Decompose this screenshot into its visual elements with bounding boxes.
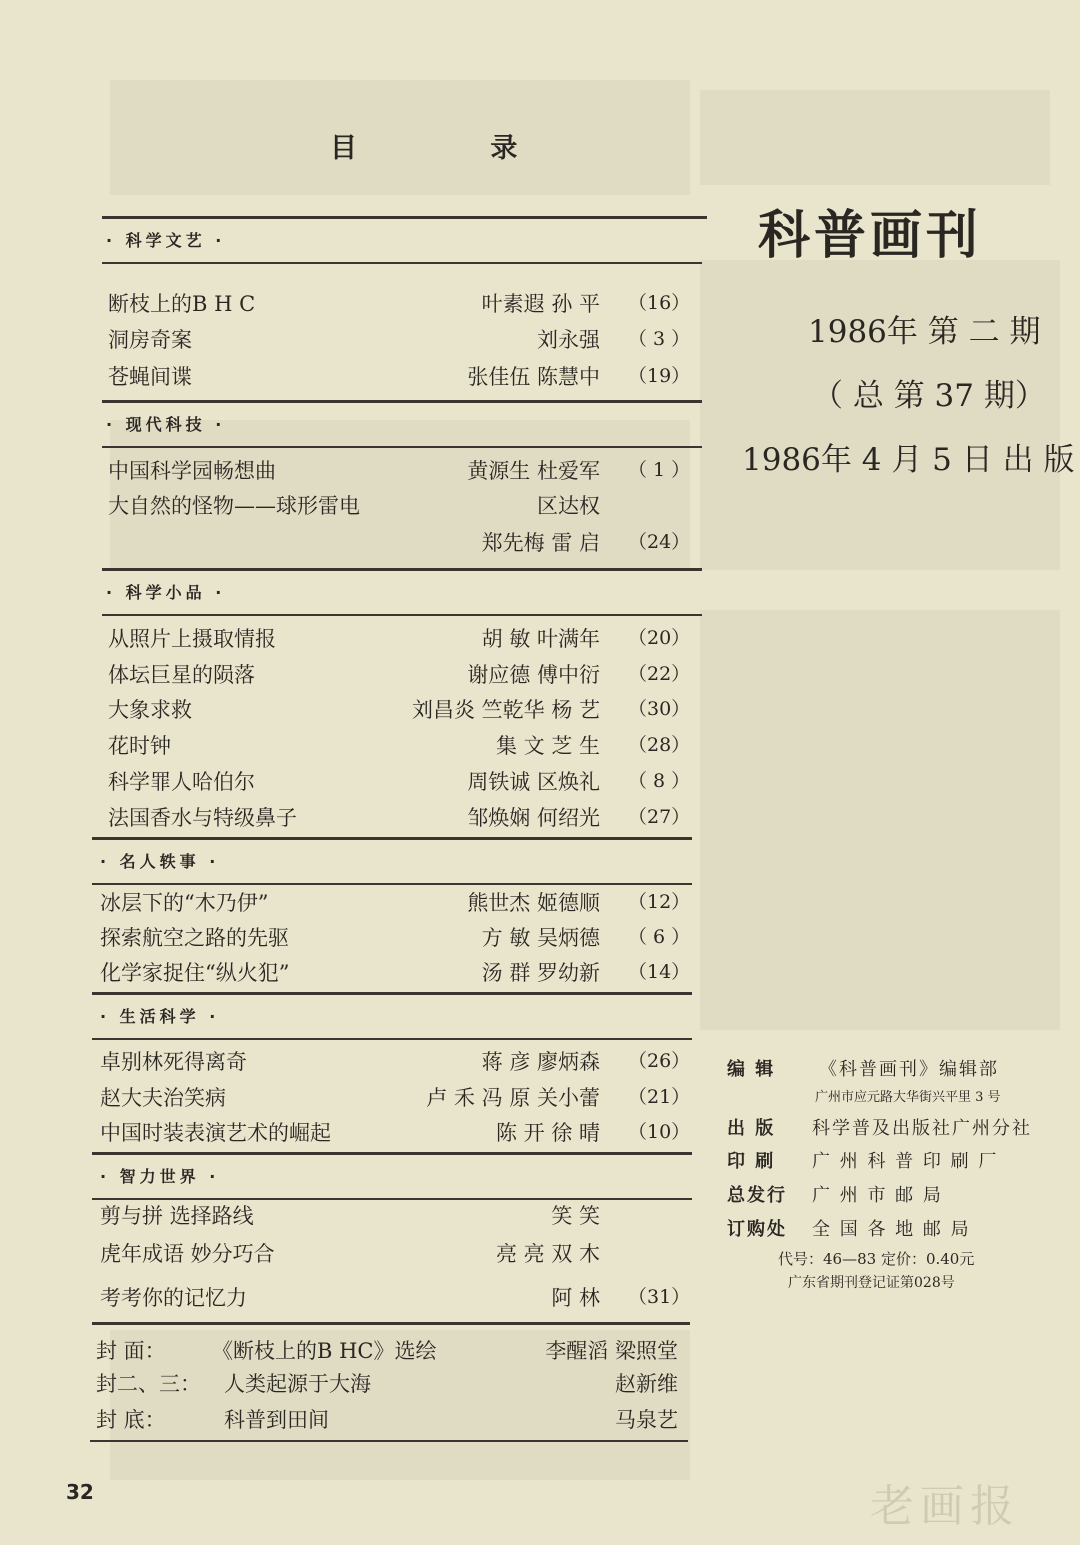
toc-entry <box>0 1117 700 1147</box>
colophon-value: 科学普及出版社广州分社 <box>812 1118 1032 1139</box>
toc-title: 目 录 <box>330 133 580 164</box>
entry-authors: 亮 亮 双 木 <box>495 1242 600 1266</box>
entry-authors: 叶素遐 孙 平 <box>481 292 600 316</box>
entry-authors: 熊世杰 姬德顺 <box>467 891 600 915</box>
entry-authors: 邹焕娴 何绍光 <box>467 806 600 830</box>
cover-label: 封二、三： <box>96 1372 201 1396</box>
section-rule <box>102 216 707 219</box>
entry-authors: 张佳伍 陈慧中 <box>467 365 600 389</box>
toc-entry <box>0 1282 700 1312</box>
section-label: · 名人轶事 · <box>100 852 220 871</box>
section-label: · 科学小品 · <box>106 583 226 602</box>
entry-authors: 卢 禾 冯 原 关小蕾 <box>426 1086 600 1110</box>
entry-page: （27） <box>628 806 691 828</box>
colophon-label: 总发行 <box>727 1185 787 1206</box>
cover-label: 封 面： <box>96 1339 166 1363</box>
watermark: 老画报 <box>870 1481 1020 1532</box>
cover-authors: 赵新维 <box>615 1372 678 1396</box>
entry-authors: 区达权 <box>537 494 600 518</box>
section-rule <box>102 568 702 571</box>
section-rule <box>92 837 692 840</box>
cover-authors: 马泉艺 <box>615 1408 678 1432</box>
toc-entry <box>0 455 700 485</box>
entry-page: （26） <box>628 1050 691 1072</box>
section-label: · 智力世界 · <box>100 1167 220 1186</box>
colophon-value: 广 州 市 邮 局 <box>812 1185 943 1206</box>
registration: 广东省期刊登记证第028号 <box>788 1275 955 1291</box>
code-price: 代号：46—83 定价：0.40元 <box>778 1250 975 1268</box>
issue-number: 1986年 第 二 期 <box>808 314 1041 350</box>
entry-page: （14） <box>628 961 691 983</box>
toc-entry <box>0 527 700 557</box>
toc-entry <box>0 1200 700 1230</box>
entry-page: （12） <box>628 891 691 913</box>
total-issue: （ 总 第 37 期） <box>812 378 1046 414</box>
section-rule <box>92 992 692 995</box>
toc-entry <box>0 1046 700 1076</box>
entry-title: 从照片上摄取情报 <box>108 627 276 651</box>
entry-authors: 黄源生 杜爱军 <box>467 459 600 483</box>
section-rule <box>102 400 702 403</box>
toc-entry <box>0 766 700 796</box>
cover-work: 《断枝上的B HC》选绘 <box>212 1339 437 1363</box>
toc-entry <box>0 957 700 987</box>
entry-title: 卓别林死得离奇 <box>100 1050 247 1074</box>
cover-authors: 李醒滔 梁照堂 <box>545 1339 678 1363</box>
entry-page: （19） <box>628 365 691 387</box>
entry-title: 化学家捉住“纵火犯” <box>100 961 290 985</box>
entry-authors: 周铁诚 区焕礼 <box>467 770 600 794</box>
colophon-address: 广州市应元路大华街兴平里 3 号 <box>815 1090 1001 1105</box>
section-rule <box>92 883 692 885</box>
section-rule <box>102 262 702 264</box>
entry-title: 虎年成语 妙分巧合 <box>100 1242 275 1266</box>
colophon-value: 全 国 各 地 邮 局 <box>812 1219 971 1240</box>
section-rule <box>102 614 702 616</box>
cover-work: 人类起源于大海 <box>224 1372 371 1396</box>
colophon-value: 广 州 科 普 印 刷 厂 <box>812 1151 999 1172</box>
entry-title: 花时钟 <box>108 734 171 758</box>
entry-page: （31） <box>628 1286 691 1308</box>
background-artwork <box>700 90 1050 185</box>
entry-page: （28） <box>628 734 691 756</box>
cover-label: 封 底： <box>96 1408 166 1432</box>
toc-entry <box>0 730 700 760</box>
toc-entry <box>0 324 700 354</box>
entry-authors: 胡 敏 叶满年 <box>481 627 600 651</box>
publish-date: 1986年 4 月 5 日 出 版 <box>742 442 1075 478</box>
entry-title: 大自然的怪物——球形雷电 <box>108 494 360 518</box>
colophon-label: 订购处 <box>727 1219 787 1240</box>
entry-page: （24） <box>628 531 691 553</box>
entry-page: （16） <box>628 292 691 314</box>
entry-authors: 方 敏 吴炳德 <box>481 926 600 950</box>
entry-authors: 阿 林 <box>551 1286 600 1310</box>
entry-page: （ 3 ） <box>628 328 691 350</box>
entry-authors: 郑先梅 雷 启 <box>481 531 600 555</box>
entry-title: 探索航空之路的先驱 <box>100 926 289 950</box>
entry-page: （ 1 ） <box>628 459 691 481</box>
entry-title: 赵大夫治笑病 <box>100 1086 226 1110</box>
entry-page: （ 6 ） <box>628 926 691 948</box>
section-rule <box>92 1152 692 1155</box>
bottom-rule <box>90 1440 688 1442</box>
entry-title: 冰层下的“木乃伊” <box>100 891 269 915</box>
background-artwork <box>700 610 1060 1030</box>
entry-page: （21） <box>628 1086 691 1108</box>
entry-page: （30） <box>628 698 691 720</box>
entry-page: （20） <box>628 627 691 649</box>
section-label: · 现代科技 · <box>106 415 226 434</box>
entry-title: 科学罪人哈伯尔 <box>108 770 255 794</box>
entry-authors: 陈 开 徐 晴 <box>495 1121 600 1145</box>
entry-title: 洞房奇案 <box>108 328 192 352</box>
toc-entry <box>0 623 700 653</box>
toc-entry <box>0 361 700 391</box>
colophon-label: 印 刷 <box>727 1151 776 1172</box>
entry-authors: 蒋 彦 廖炳森 <box>481 1050 600 1074</box>
section-rule <box>102 446 702 448</box>
section-label: · 生活科学 · <box>100 1007 220 1026</box>
toc-entry <box>0 922 700 952</box>
toc-entry <box>0 1082 700 1112</box>
toc-entry <box>0 694 700 724</box>
section-rule <box>92 1038 692 1040</box>
toc-entry <box>0 1238 700 1268</box>
entry-title: 断枝上的B H C <box>108 292 256 316</box>
entry-authors: 汤 群 罗幼新 <box>481 961 600 985</box>
entry-title: 体坛巨星的陨落 <box>108 663 255 687</box>
entry-title: 剪与拼 选择路线 <box>100 1204 254 1228</box>
entry-authors: 刘永强 <box>537 328 600 352</box>
entry-page: （22） <box>628 663 691 685</box>
cover-work: 科普到田间 <box>224 1408 329 1432</box>
entry-title: 中国科学园畅想曲 <box>108 459 276 483</box>
page-number: 32 <box>66 1480 94 1504</box>
toc-entry <box>0 887 700 917</box>
toc-entry <box>0 490 700 520</box>
entry-title: 考考你的记忆力 <box>100 1286 247 1310</box>
section-label: · 科学文艺 · <box>106 231 226 250</box>
entry-title: 苍蝇间谍 <box>108 365 192 389</box>
entry-authors: 谢应德 傅中衍 <box>467 663 600 687</box>
entry-title: 法国香水与特级鼻子 <box>108 806 297 830</box>
section-rule <box>92 1322 690 1325</box>
entry-page: （ 8 ） <box>628 770 691 792</box>
entry-page: （10） <box>628 1121 691 1143</box>
entry-authors: 笑 笑 <box>551 1204 600 1228</box>
colophon-label: 编 辑 <box>727 1059 776 1080</box>
entry-title: 中国时装表演艺术的崛起 <box>100 1121 331 1145</box>
entry-authors: 集 文 芝 生 <box>495 734 600 758</box>
colophon-label: 出 版 <box>727 1118 776 1139</box>
entry-title: 大象求救 <box>108 698 192 722</box>
toc-entry <box>0 802 700 832</box>
entry-authors: 刘昌炎 竺乾华 杨 艺 <box>411 698 600 722</box>
magazine-name: 科普画刊 <box>758 206 983 266</box>
colophon-value: 《科普画刊》编辑部 <box>819 1059 999 1080</box>
toc-entry <box>0 288 700 318</box>
toc-entry <box>0 659 700 689</box>
